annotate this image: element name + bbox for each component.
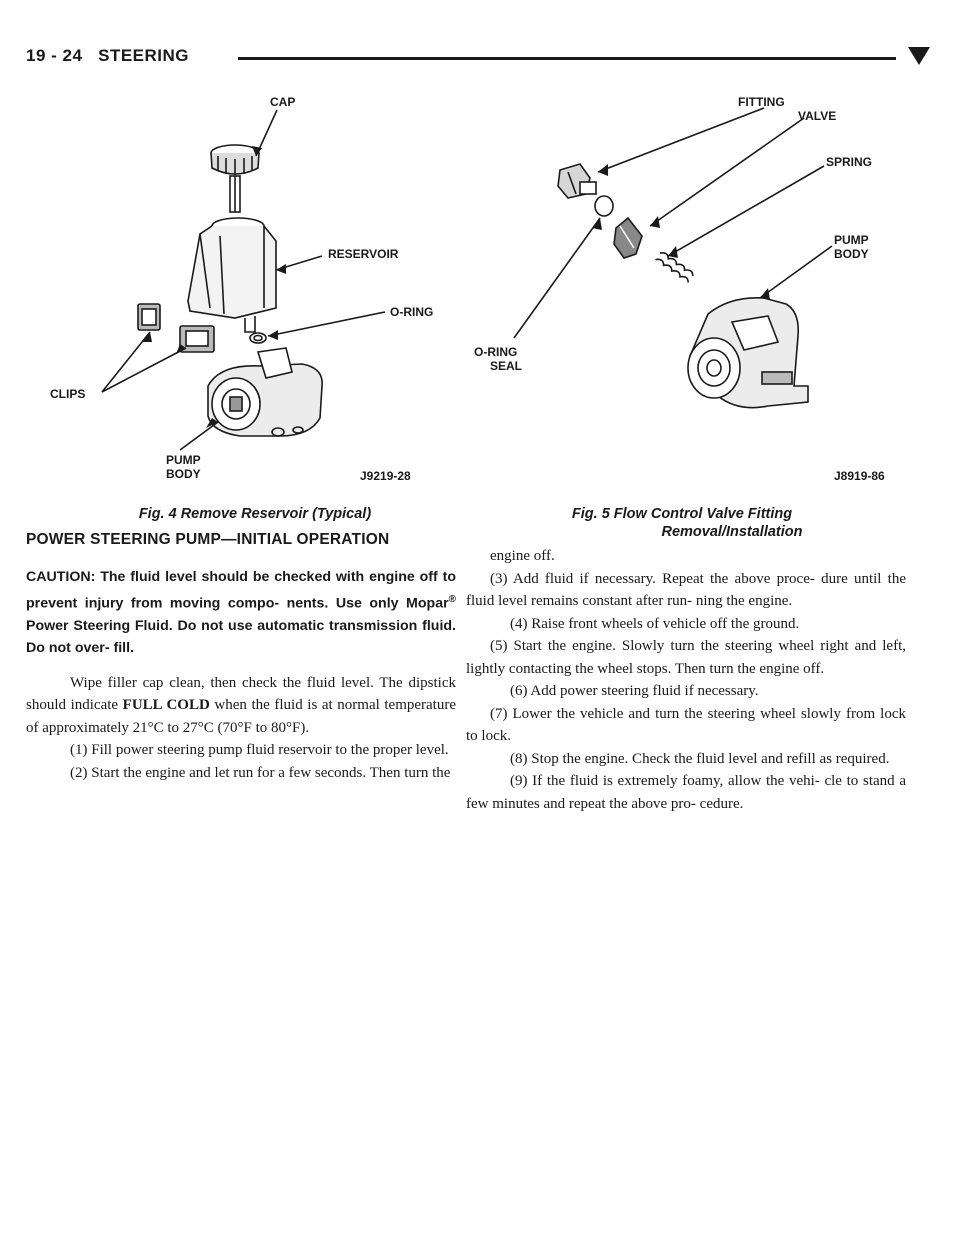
page-header — [26, 46, 936, 76]
step-6: (6) Add power steering fluid if necessary. — [510, 683, 759, 699]
valve-part — [614, 218, 642, 258]
caution-paragraph: CAUTION: The fluid level should be checked with engine off to prevent injury from moving compo- nents. Use only Mopar® Power Steering Fluid. Do not use automatic transmission fluid. Do not over- fill. — [26, 569, 456, 657]
figure-4-illustration — [40, 86, 460, 484]
o-ring-part — [250, 333, 266, 343]
o-ring-seal-part — [595, 196, 613, 216]
step-4: (4) Raise front wheels of vehicle off the ground. — [510, 615, 800, 632]
intro-paragraph: Wipe filler cap clean, then check the fluid level. The dipstick should indicate FULL COLD when the fluid is at normal temperature of approximately 21°C to 27°C (70°F to 80°F). — [26, 674, 457, 736]
figure-5-illustration — [468, 86, 928, 484]
label-spring: SPRING — [826, 155, 873, 169]
header-title: 19 - 24 STEERING — [26, 46, 190, 65]
label-body: BODY — [166, 467, 201, 481]
figure-5-caption: Fig. 5 Flow Control Valve Fitting Removal/Installation — [571, 506, 803, 540]
label-seal: SEAL — [490, 359, 523, 373]
step-8: (8) Stop the engine. Check the fluid level and refill as required. — [510, 750, 890, 767]
step-7: (7) Lower the vehicle and turn the steering wheel slowly from lock to lock. — [466, 705, 906, 744]
label-pump: PUMP — [166, 453, 201, 467]
label-o-ring: O-RING — [390, 305, 434, 319]
figure-5-code: J8919-86 — [834, 469, 885, 483]
pump-body-part — [208, 348, 322, 436]
right-column — [466, 545, 906, 815]
label-o-ring-2: O-RING — [474, 345, 518, 359]
label-reservoir: RESERVOIR — [328, 247, 399, 261]
label-clips: CLIPS — [50, 387, 86, 401]
step-5: (5) Start the engine. Slowly turn the steering wheel right and left, lightly contacting the wheel stops. Then turn the engine off. — [466, 638, 906, 677]
step-9: (9) If the fluid is extremely foamy, allow the vehi- cle to stand a few minutes and repeat the above pro- cedure. — [466, 773, 906, 812]
reservoir-part — [188, 218, 276, 332]
label-cap: CAP — [270, 95, 296, 109]
step-1: (1) Fill power steering pump fluid reservoir to the proper level. — [70, 742, 449, 759]
fitting-part — [558, 164, 596, 198]
step-2: (2) Start the engine and let run for a few seconds. Then turn the — [70, 764, 451, 781]
header-rule — [238, 57, 896, 60]
figure-4-caption: Fig. 4 Remove Reservoir (Typical) — [138, 506, 372, 522]
label-valve: VALVE — [798, 109, 837, 123]
step-3: (3) Add fluid if necessary. Repeat the above proce- dure until the fluid level remains constant after run- ning the engine. — [466, 570, 906, 609]
label-body-2: BODY — [834, 247, 869, 261]
triangle-marker-icon — [906, 45, 932, 67]
cap-part — [211, 145, 259, 212]
step-2-continued: engine off. — [490, 548, 555, 564]
left-column — [26, 566, 456, 784]
label-fitting: FITTING — [738, 95, 785, 109]
section-title: POWER STEERING PUMP—INITIAL OPERATION — [26, 531, 390, 548]
pump-body-part-2 — [688, 298, 808, 408]
label-pump-2: PUMP — [834, 233, 869, 247]
figure-4-code: J9219-28 — [360, 469, 411, 483]
